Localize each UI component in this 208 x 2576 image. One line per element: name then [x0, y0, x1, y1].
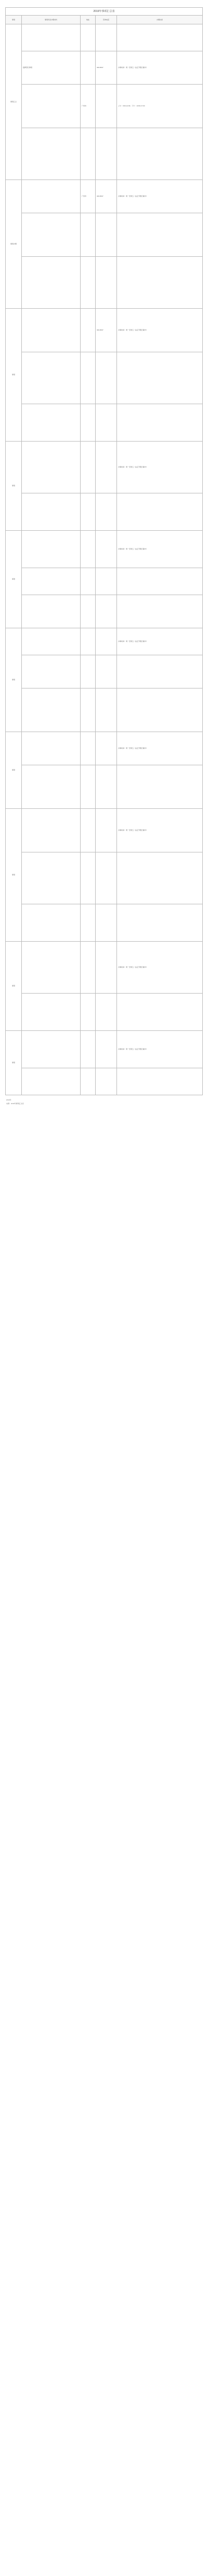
materials-cell [22, 442, 81, 493]
materials-cell [22, 180, 81, 213]
table-row [6, 688, 203, 732]
table-row [6, 809, 203, 852]
hours-cell [117, 904, 203, 942]
address-cell [81, 1031, 96, 1068]
category-cell: 事项 [6, 531, 22, 628]
materials-cell [22, 213, 81, 257]
table-row [6, 404, 203, 442]
address-cell [81, 493, 96, 531]
table-row [6, 1031, 203, 1068]
hours-cell [117, 688, 203, 732]
hours-cell [117, 257, 203, 309]
address-cell [81, 568, 96, 595]
address-cell [81, 1068, 96, 1095]
materials-cell [22, 257, 81, 309]
category-cell: 事项汇总 [6, 24, 22, 180]
phone-cell [96, 994, 117, 1031]
materials-cell [22, 309, 81, 352]
header-materials: 事项所需办理材料 [22, 16, 81, 24]
phone-cell [96, 352, 117, 404]
table-row [6, 24, 203, 51]
category-cell: 事项办理 [6, 180, 22, 309]
address-cell [81, 404, 96, 442]
document-title: 2019年事项汇总表 [5, 7, 203, 15]
table-row [6, 180, 203, 213]
table-row [6, 85, 203, 128]
hours-cell [117, 213, 203, 257]
address-cell [81, 628, 96, 655]
address-cell [81, 688, 96, 732]
table-row [6, 655, 203, 688]
address-cell [81, 732, 96, 765]
category-cell: 事项 [6, 942, 22, 1031]
hours-cell: 办事时间：周一至周五（法定节假日除外） [117, 51, 203, 85]
hours-cell [117, 852, 203, 904]
header-category: 事项 [6, 16, 22, 24]
hours-cell: 办事时间：周一至周五（法定节假日除外） [117, 942, 203, 994]
phone-cell [96, 765, 117, 809]
materials-cell [22, 595, 81, 628]
phone-cell: 020-8337 [96, 51, 117, 85]
table-row [6, 51, 203, 85]
hours-cell: 办事时间：周一至周五（法定节假日除外） [117, 628, 203, 655]
header-address: 地址 [81, 16, 96, 24]
table-row [6, 352, 203, 404]
materials-cell [22, 688, 81, 732]
materials-cell [22, 128, 81, 180]
phone-cell [96, 942, 117, 994]
table-row [6, 942, 203, 994]
hours-cell: 上午：9:00-12:00；下午：13:00-17:00 [117, 85, 203, 128]
phone-cell [96, 1031, 117, 1068]
phone-cell [96, 904, 117, 942]
address-cell [81, 24, 96, 51]
hours-cell: 办事时间：周一至周五（法定节假日除外） [117, 180, 203, 213]
phone-cell [96, 568, 117, 595]
hours-cell: 办事时间：周一至周五（法定节假日除外） [117, 442, 203, 493]
address-cell [81, 655, 96, 688]
address-cell [81, 213, 96, 257]
table-row [6, 994, 203, 1031]
hours-cell [117, 765, 203, 809]
table-row [6, 1068, 203, 1095]
phone-cell [96, 732, 117, 765]
phone-cell [96, 628, 117, 655]
category-cell: 事项 [6, 309, 22, 442]
table-row [6, 852, 203, 904]
materials-cell [22, 852, 81, 904]
materials-cell [22, 493, 81, 531]
items-table [5, 15, 203, 1095]
materials-cell [22, 1031, 81, 1068]
phone-cell: 020-8337 [96, 180, 117, 213]
table-row [6, 257, 203, 309]
phone-cell [96, 1068, 117, 1095]
hours-cell [117, 352, 203, 404]
materials-cell [22, 1068, 81, 1095]
materials-cell [22, 732, 81, 765]
category-cell: 事项 [6, 732, 22, 809]
phone-cell [96, 688, 117, 732]
hours-cell: 办事时间：周一至周五（法定节假日除外） [117, 309, 203, 352]
address-cell [81, 257, 96, 309]
phone-cell [96, 531, 117, 568]
materials-cell [22, 809, 81, 852]
category-cell: 事项 [6, 1031, 22, 1095]
address-cell [81, 128, 96, 180]
category-cell: 事项 [6, 628, 22, 732]
materials-cell [22, 352, 81, 404]
address-cell [81, 852, 96, 904]
materials-cell [22, 404, 81, 442]
phone-cell [96, 442, 117, 493]
address-cell [81, 765, 96, 809]
phone-cell [96, 24, 117, 51]
hours-cell [117, 595, 203, 628]
phone-cell [96, 655, 117, 688]
phone-cell [96, 595, 117, 628]
hours-cell [117, 24, 203, 51]
materials-cell [22, 994, 81, 1031]
table-row [6, 765, 203, 809]
phone-cell [96, 809, 117, 852]
phone-cell [96, 493, 117, 531]
category-cell: 事项 [6, 809, 22, 942]
address-cell [81, 442, 96, 493]
phone-cell [96, 85, 117, 128]
address-cell [81, 994, 96, 1031]
address-cell [81, 809, 96, 852]
table-row [6, 442, 203, 493]
category-cell: 事项 [6, 442, 22, 531]
hours-cell [117, 1068, 203, 1095]
table-row [6, 732, 203, 765]
phone-cell [96, 213, 117, 257]
hours-cell [117, 404, 203, 442]
hours-cell: 办事时间：周一至周五（法定节假日除外） [117, 531, 203, 568]
table-row [6, 493, 203, 531]
hours-cell [117, 493, 203, 531]
hours-cell [117, 128, 203, 180]
materials-cell [22, 24, 81, 51]
address-cell [81, 904, 96, 942]
table-body [6, 24, 203, 1095]
table-row [6, 595, 203, 628]
address-cell [81, 309, 96, 352]
phone-cell [96, 852, 117, 904]
table-row [6, 128, 203, 180]
address-cell [81, 531, 96, 568]
phone-cell [96, 404, 117, 442]
phone-cell: 020-8337 [96, 309, 117, 352]
footer-line-2: 来源：2019年事项汇总表 [6, 1103, 24, 1105]
hours-cell [117, 994, 203, 1031]
hours-cell [117, 655, 203, 688]
hours-cell: 办事时间：周一至周五（法定节假日除外） [117, 1031, 203, 1068]
table-header-row [6, 16, 203, 24]
address-cell [81, 51, 96, 85]
table-row [6, 628, 203, 655]
document-page [0, 0, 208, 1111]
table-row [6, 213, 203, 257]
hours-cell: 办事时间：周一至周五（法定节假日除外） [117, 732, 203, 765]
phone-cell [96, 128, 117, 180]
materials-cell [22, 904, 81, 942]
table-row [6, 531, 203, 568]
materials-cell: 抵押登记事项 [22, 51, 81, 85]
address-cell [81, 352, 96, 404]
table-row [6, 309, 203, 352]
hours-cell: 办事时间：周一至周五（法定节假日除外） [117, 809, 203, 852]
materials-cell [22, 85, 81, 128]
header-hours: 办理时间 [117, 16, 203, 24]
header-phone: 咨询电话 [96, 16, 117, 24]
footer [5, 1095, 203, 1106]
materials-cell [22, 628, 81, 655]
address-cell [81, 942, 96, 994]
phone-cell [96, 257, 117, 309]
table-row [6, 568, 203, 595]
hours-cell [117, 568, 203, 595]
materials-cell [22, 655, 81, 688]
table-row [6, 904, 203, 942]
address-cell: 广州市 [81, 85, 96, 128]
footer-line-1: 2019年 [6, 1099, 11, 1101]
materials-cell [22, 942, 81, 994]
address-cell: 广州市 [81, 180, 96, 213]
materials-cell [22, 531, 81, 568]
materials-cell [22, 568, 81, 595]
address-cell [81, 595, 96, 628]
materials-cell [22, 765, 81, 809]
